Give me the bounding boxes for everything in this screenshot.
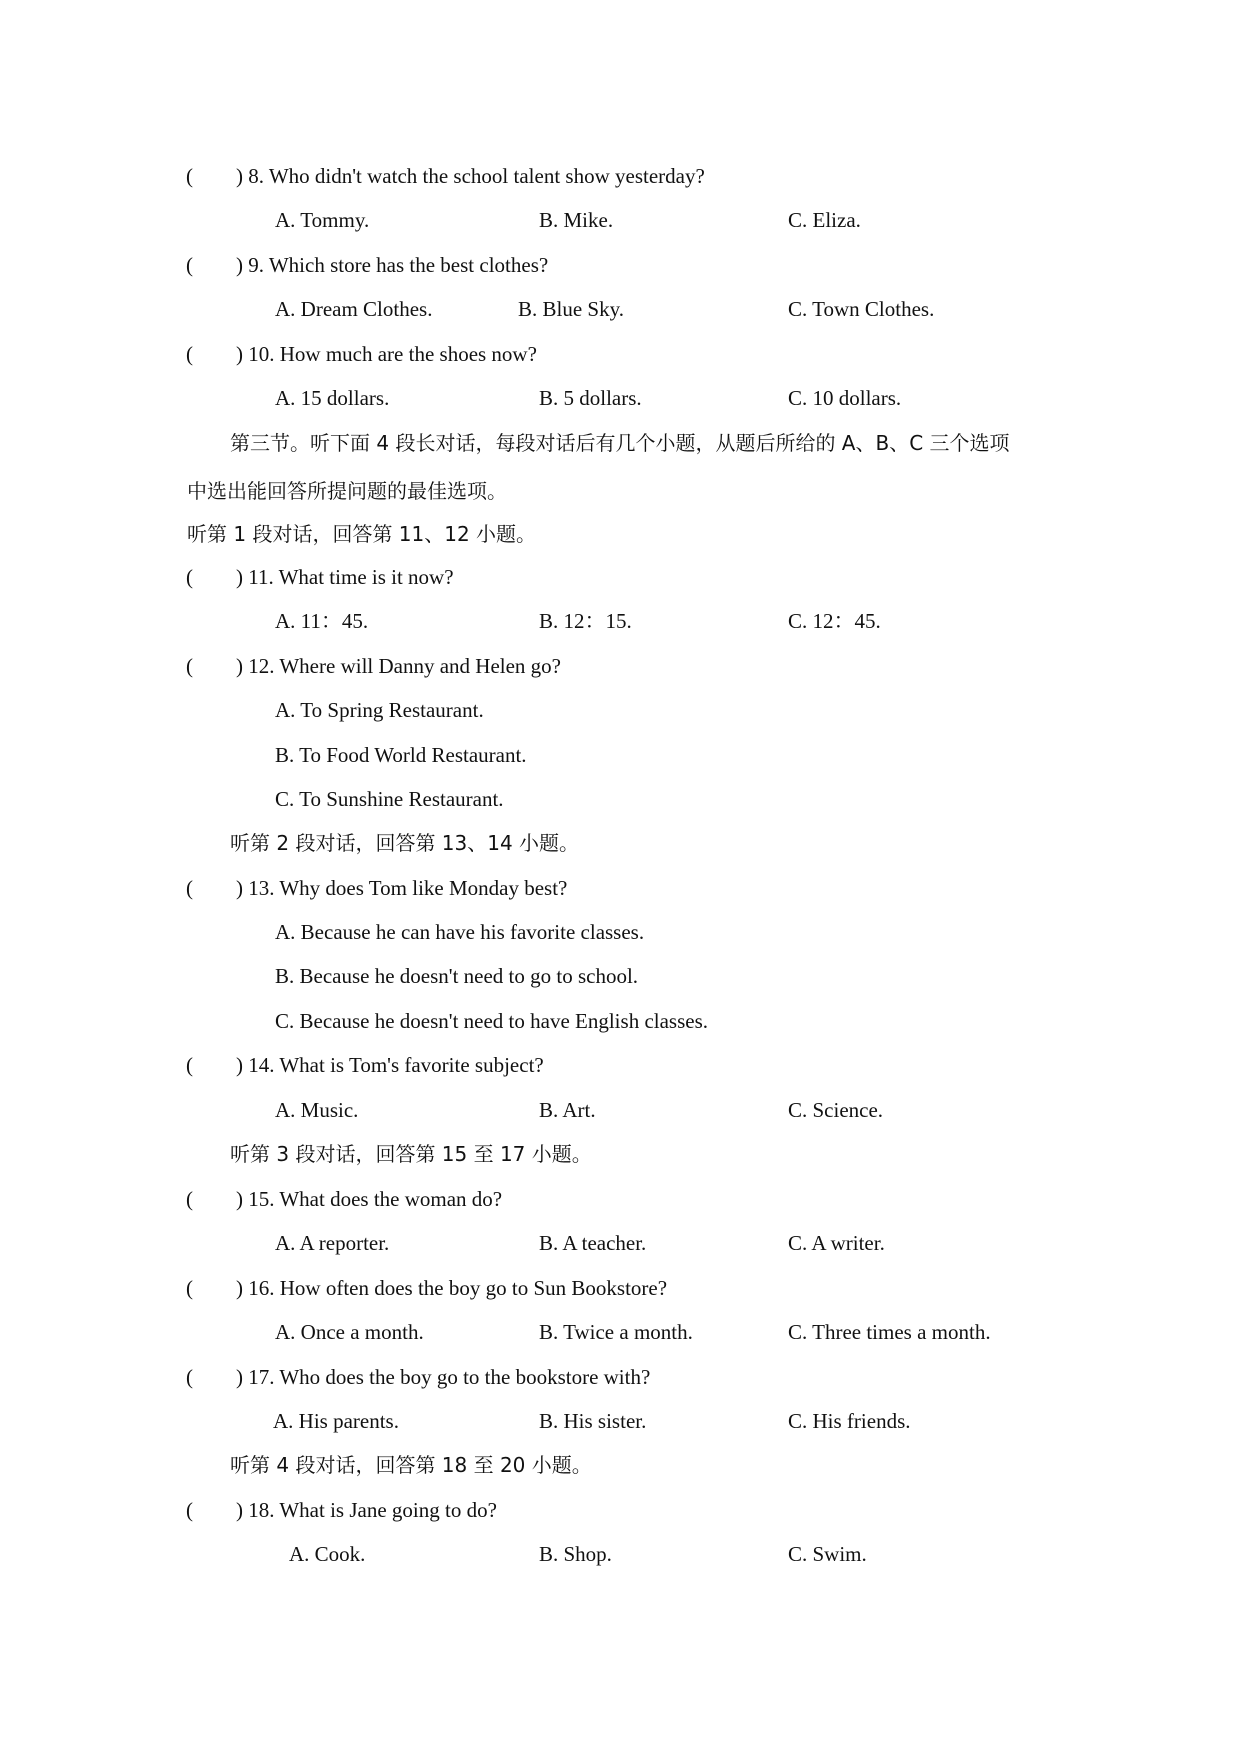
- question-text: ) 8. Who didn't watch the school talent show yesterday?: [236, 164, 705, 188]
- answer-blank-open: (: [186, 1498, 193, 1522]
- option-a: A. A reporter.: [275, 1231, 390, 1255]
- question-text: ) 17. Who does the boy go to the bookstore with?: [236, 1365, 651, 1389]
- question-text: ) 14. What is Tom's favorite subject?: [236, 1053, 544, 1077]
- option-a: A. To Spring Restaurant.: [275, 698, 484, 722]
- answer-blank-open: (: [186, 164, 193, 188]
- option-a: A. Cook.: [289, 1542, 366, 1566]
- question-text: ) 12. Where will Danny and Helen go?: [236, 654, 562, 678]
- answer-blank-open: (: [186, 1053, 193, 1077]
- option-c: C. Eliza.: [788, 208, 861, 232]
- option-c: C. Town Clothes.: [788, 297, 935, 321]
- answer-blank-open: (: [186, 654, 193, 678]
- option-a: A. Once a month.: [275, 1320, 424, 1344]
- question-text: ) 10. How much are the shoes now?: [236, 342, 537, 366]
- option-b: B. 12：15.: [539, 609, 632, 633]
- section-3-intro-line-1: 第三节。听下面 4 段长对话，每段对话后有几个小题，从题后所给的 A、B、C 三个选项: [230, 431, 1010, 455]
- answer-blank-open: (: [186, 1365, 193, 1389]
- answer-blank-open: (: [186, 1187, 193, 1211]
- section-3-intro-line-2: 中选出能回答所提问题的最佳选项。: [187, 479, 507, 503]
- option-c: C. 10 dollars.: [788, 386, 902, 410]
- option-b: B. To Food World Restaurant.: [275, 743, 527, 767]
- question-text: ) 15. What does the woman do?: [236, 1187, 503, 1211]
- question-text: ) 13. Why does Tom like Monday best?: [236, 876, 568, 900]
- dialog-1-heading: 听第 1 段对话，回答第 11、12 小题。: [187, 522, 537, 546]
- option-b: B. Mike.: [539, 208, 614, 232]
- option-b: B. Shop.: [539, 1542, 612, 1566]
- option-b: B. Blue Sky.: [518, 297, 624, 321]
- dialog-2-heading: 听第 2 段对话，回答第 13、14 小题。: [230, 831, 580, 855]
- option-c: C. 12：45.: [788, 609, 881, 633]
- option-a: A. Because he can have his favorite classes.: [275, 920, 645, 944]
- option-b: B. A teacher.: [539, 1231, 647, 1255]
- dialog-3-heading: 听第 3 段对话，回答第 15 至 17 小题。: [230, 1142, 592, 1166]
- option-a: A. 11：45.: [275, 609, 369, 633]
- option-c: C. His friends.: [788, 1409, 911, 1433]
- option-c: C. A writer.: [788, 1231, 885, 1255]
- dialog-4-heading: 听第 4 段对话，回答第 18 至 20 小题。: [230, 1453, 592, 1477]
- option-a: A. Music.: [275, 1098, 359, 1122]
- option-c: C. Science.: [788, 1098, 884, 1122]
- option-b: B. Because he doesn't need to go to school.: [275, 964, 639, 988]
- question-text: ) 16. How often does the boy go to Sun Bookstore?: [236, 1276, 668, 1300]
- option-b: B. Twice a month.: [539, 1320, 693, 1344]
- option-c: C. Because he doesn't need to have English classes.: [275, 1009, 709, 1033]
- answer-blank-open: (: [186, 342, 193, 366]
- option-c: C. To Sunshine Restaurant.: [275, 787, 504, 811]
- question-text: ) 11. What time is it now?: [236, 565, 454, 589]
- option-c: C. Swim.: [788, 1542, 867, 1566]
- option-a: A. Dream Clothes.: [275, 297, 433, 321]
- question-text: ) 9. Which store has the best clothes?: [236, 253, 549, 277]
- answer-blank-open: (: [186, 565, 193, 589]
- option-a: A. His parents.: [273, 1409, 399, 1433]
- question-text: ) 18. What is Jane going to do?: [236, 1498, 497, 1522]
- option-b: B. Art.: [539, 1098, 596, 1122]
- option-a: A. Tommy.: [275, 208, 370, 232]
- answer-blank-open: (: [186, 1276, 193, 1300]
- option-b: B. His sister.: [539, 1409, 647, 1433]
- answer-blank-open: (: [186, 876, 193, 900]
- answer-blank-open: (: [186, 253, 193, 277]
- option-c: C. Three times a month.: [788, 1320, 991, 1344]
- option-a: A. 15 dollars.: [275, 386, 390, 410]
- option-b: B. 5 dollars.: [539, 386, 642, 410]
